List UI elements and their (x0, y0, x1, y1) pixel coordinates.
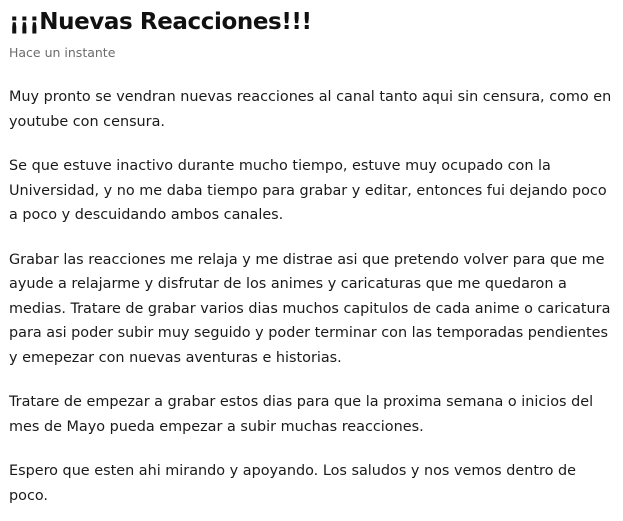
post-title: ¡¡¡Nuevas Reacciones!!! (9, 9, 312, 35)
post-body (9, 85, 613, 508)
post-paragraph: Se que estuve inactivo durante mucho tiempo, estuve muy ocupado con la Universidad, y no me daba tiempo para grabar y editar, entonces fui dejando poco a poco y descuidando ambos canales. (9, 158, 607, 223)
post-paragraph: Tratare de empezar a grabar estos dias para que la proxima semana o inicios del mes de Mayo pueda empezar a subir muchas reacciones. (9, 394, 594, 435)
post-paragraph: Grabar las reacciones me relaja y me distrae asi que pretendo volver para que me ayude a relajarme y disfrutar de los animes y caricaturas que me quedaron a medias. Tratare de grabar varios dias muchos capitulos de cada anime o caricatura para asi poder subir muy seguido y poder terminar con las temporadas pendientes y emepezar con nuevas aventuras e historias. (9, 251, 611, 366)
post-paragraph: Espero que esten ahi mirando y apoyando. Los saludos y nos vemos dentro de poco. (9, 463, 576, 504)
post-timestamp: Hace un instante (9, 45, 116, 60)
post-paragraph: Muy pronto se vendran nuevas reacciones al canal tanto aqui sin censura, como en youtube con censura. (9, 89, 612, 130)
